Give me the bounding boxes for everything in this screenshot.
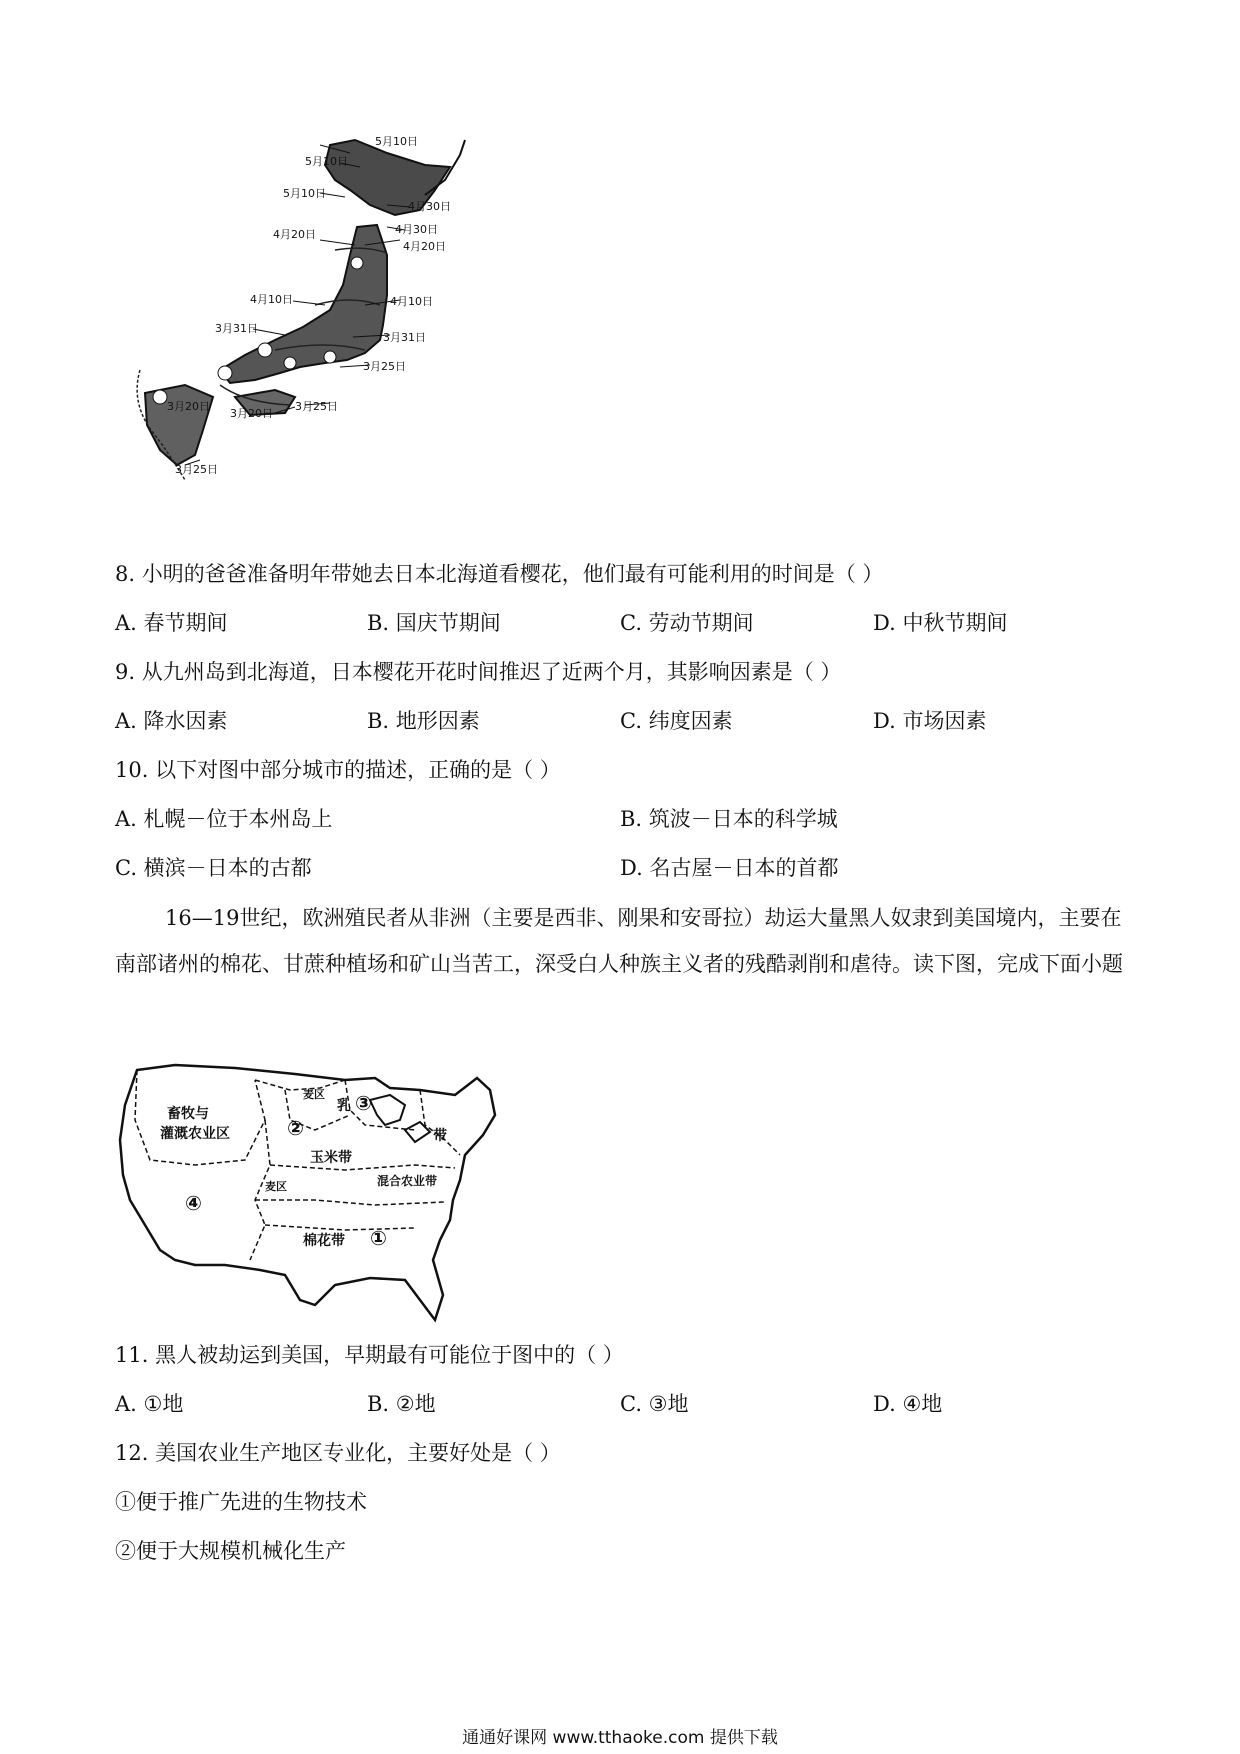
q11-option-d[interactable]: D. ④地 (873, 1392, 943, 1416)
q10-option-d[interactable]: D. 名古屋－日本的首都 (620, 856, 839, 880)
isoline-label: 4月30日 (408, 200, 451, 213)
city-dot (258, 343, 272, 357)
isoline-label: 3月31日 (383, 331, 426, 344)
q10-option-c[interactable]: C. 横滨－日本的古都 (115, 856, 312, 880)
wheat-belt-label-north: 麦区 (303, 1088, 325, 1101)
isoline-label: 3月25日 (295, 400, 338, 413)
q12-statement-2: ②便于大规模机械化生产 (115, 1539, 346, 1563)
isoline-label: 4月10日 (390, 295, 433, 308)
belt-label-east: 带 (433, 1128, 447, 1144)
isoline-label: 4月20日 (273, 228, 316, 241)
region-grazing-label: 畜牧与 (167, 1106, 209, 1122)
isoline-label: 3月25日 (363, 360, 406, 373)
us-agriculture-map (115, 1060, 555, 1330)
isoline-label: 4月30日 (395, 223, 438, 236)
japan-cherry-blossom-map (125, 135, 535, 535)
q10-option-b[interactable]: B. 筑波－日本的科学城 (620, 807, 838, 831)
q9-option-d[interactable]: D. 市场因素 (873, 709, 987, 733)
us-outline (120, 1065, 495, 1320)
corn-belt-label: 玉米带 (310, 1150, 352, 1166)
reading-passage (115, 895, 1135, 987)
q11-option-b[interactable]: B. ②地 (367, 1392, 436, 1416)
page-footer: 通通好课网 www.tthaoke.com 提供下载 (462, 1728, 778, 1748)
q8-option-d[interactable]: D. 中秋节期间 (873, 611, 1008, 635)
q12-statement-1: ①便于推广先进的生物技术 (115, 1490, 367, 1514)
q11-option-c[interactable]: C. ③地 (620, 1392, 689, 1416)
cotton-belt-label: 棉花带 (303, 1233, 345, 1249)
isoline-label: 3月20日 (167, 400, 210, 413)
question-9-stem: 9. 从九州岛到北海道，日本樱花开花时间推迟了近两个月，其影响因素是（ ） (115, 660, 842, 684)
q8-option-c[interactable]: C. 劳动节期间 (620, 611, 754, 635)
q10-option-a[interactable]: A. 札幌－位于本州岛上 (115, 807, 333, 831)
region-irrigation-label: 灌溉农业区 (160, 1126, 230, 1142)
question-12-stem: 12. 美国农业生产地区专业化，主要好处是（ ） (115, 1441, 561, 1465)
city-dot (324, 351, 336, 363)
isoline-label: 3月20日 (230, 407, 273, 420)
isoline-label: 5月10日 (283, 187, 326, 200)
question-10-stem: 10. 以下对图中部分城市的描述，正确的是（ ） (115, 758, 561, 782)
city-dot (218, 366, 232, 380)
isoline-label: 5月10日 (375, 135, 418, 148)
isoline-label: 4月10日 (250, 293, 293, 306)
city-dot (153, 390, 167, 404)
city-dot (351, 257, 363, 269)
isoline-label: 4月20日 (403, 240, 446, 253)
region-number-3: ③ (355, 1091, 372, 1115)
wheat-belt-label-south: 麦区 (265, 1180, 287, 1193)
isoline-label: 3月31日 (215, 322, 258, 335)
q8-option-a[interactable]: A. 春节期间 (115, 611, 228, 635)
region-number-1: ① (370, 1226, 387, 1250)
question-11-stem: 11. 黑人被劫运到美国，早期最有可能位于图中的（ ） (115, 1343, 624, 1367)
dairy-belt-label: 乳 (337, 1098, 351, 1114)
passage-text: 16—19世纪，欧洲殖民者从非洲（主要是西非、刚果和安哥拉）劫运大量黑人奴隶到美国境内，主要在南部诸州的棉花、甘蔗种植场和矿山当苦工，深受白人种族主义者的残酷剥削和虐待。读下图，完成下面小题 (115, 906, 1123, 976)
q9-option-b[interactable]: B. 地形因素 (367, 709, 480, 733)
q9-option-a[interactable]: A. 降水因素 (115, 709, 228, 733)
isoline-label: 5月10日 (305, 155, 348, 168)
region-number-4: ④ (185, 1191, 202, 1215)
q8-option-b[interactable]: B. 国庆节期间 (367, 611, 501, 635)
q9-option-c[interactable]: C. 纬度因素 (620, 709, 733, 733)
question-8-stem: 8. 小明的爸爸准备明年带她去日本北海道看樱花，他们最有可能利用的时间是（ ） (115, 562, 884, 586)
mixed-agriculture-label: 混合农业带 (377, 1174, 438, 1188)
q11-option-a[interactable]: A. ①地 (115, 1392, 184, 1416)
city-dot (284, 357, 296, 369)
isoline-label: 3月25日 (175, 463, 218, 476)
region-number-2: ② (287, 1116, 304, 1140)
